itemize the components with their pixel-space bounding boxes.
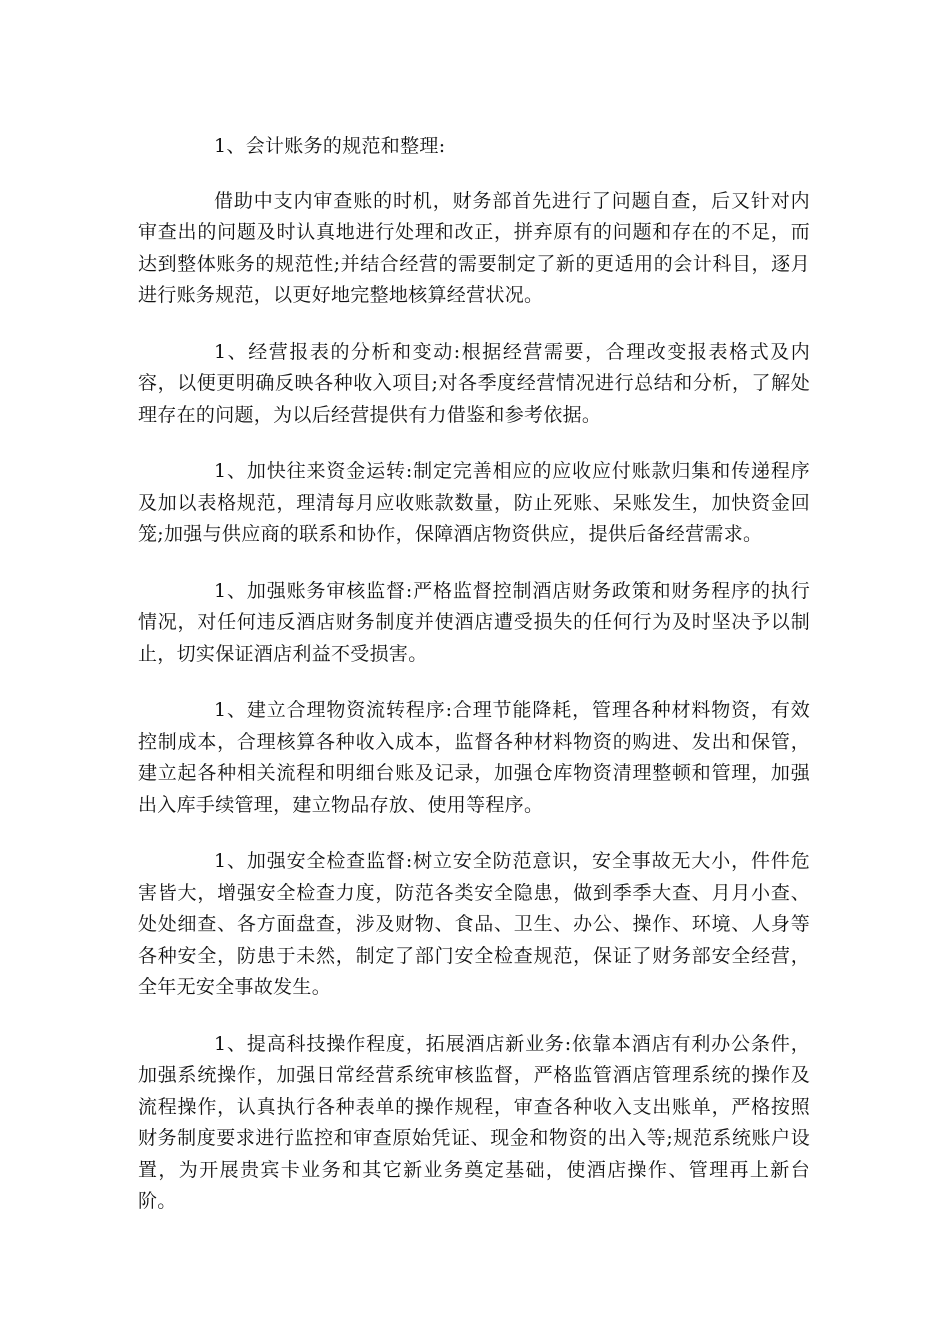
paragraph-audit-supervision: 1、加强账务审核监督:严格监督控制酒店财务政策和财务程序的执行情况，对任何违反酒店财务制度并使酒店遭受损失的任何行为及时坚决予以制止，切实保证酒店利益不受损害。 <box>138 579 810 665</box>
paragraph-material-flow: 1、建立合理物资流转程序:合理节能降耗，管理各种材料物资，有效控制成本，合理核算各种收入成本，监督各种材料物资的购进、发出和保管，建立起各种相关流程和明细台账及记录，加强仓库物资清理整顿和管理，加强出入库手续管理，建立物品存放、使用等程序。 <box>138 699 810 816</box>
paragraph-technology-operations: 1、提高科技操作程度，拓展酒店新业务:依靠本酒店有利办公条件，加强系统操作，加强日常经营系统审核监督，严格监管酒店管理系统的操作及流程操作，认真执行各种表单的操作规程，审查各种收入支出账单，严格按照财务制度要求进行监控和审查原始凭证、现金和物资的出入等;规范系统账户设置，为开展贵宾卡业务和其它新业务奠定基础，使酒店操作、管理再上新台阶。 <box>138 1032 810 1212</box>
paragraph-safety-inspection: 1、加强安全检查监督:树立安全防范意识，安全事故无大小，件件危害皆大，增强安全检查力度，防范各类安全隐患，做到季季大查、月月小查、处处细查、各方面盘查，涉及财物、食品、卫生、办公、操作、环境、人身等各种安全，防患于未然，制定了部门安全检查规范，保证了财务部安全经营，全年无安全事故发生。 <box>138 850 810 998</box>
paragraph-fund-turnover: 1、加快往来资金运转:制定完善相应的应收应付账款归集和传递程序及加以表格规范，理清每月应收账款数量，防止死账、呆账发生，加快资金回笼;加强与供应商的联系和协作，保障酒店物资供应，提供后备经营需求。 <box>138 460 810 545</box>
document-body <box>138 131 810 1243</box>
section-heading-accounting: 1、会计账务的规范和整理: <box>214 135 446 157</box>
paragraph-operating-reports: 1、经营报表的分析和变动:根据经营需要，合理改变报表格式及内容，以便更明确反映各种收入项目;对各季度经营情况进行总结和分析，了解处理存在的问题，为以后经营提供有力借鉴和参考依据。 <box>138 340 810 426</box>
paragraph-accounting-standardization: 借助中支内审查账的时机，财务部首先进行了问题自查，后又针对内审查出的问题及时认真地进行处理和改正，拼弃原有的问题和存在的不足，而达到整体账务的规范性;并结合经营的需要制定了新的更适用的会计科目，逐月进行账务规范，以更好地完整地核算经营状况。 <box>138 189 810 306</box>
